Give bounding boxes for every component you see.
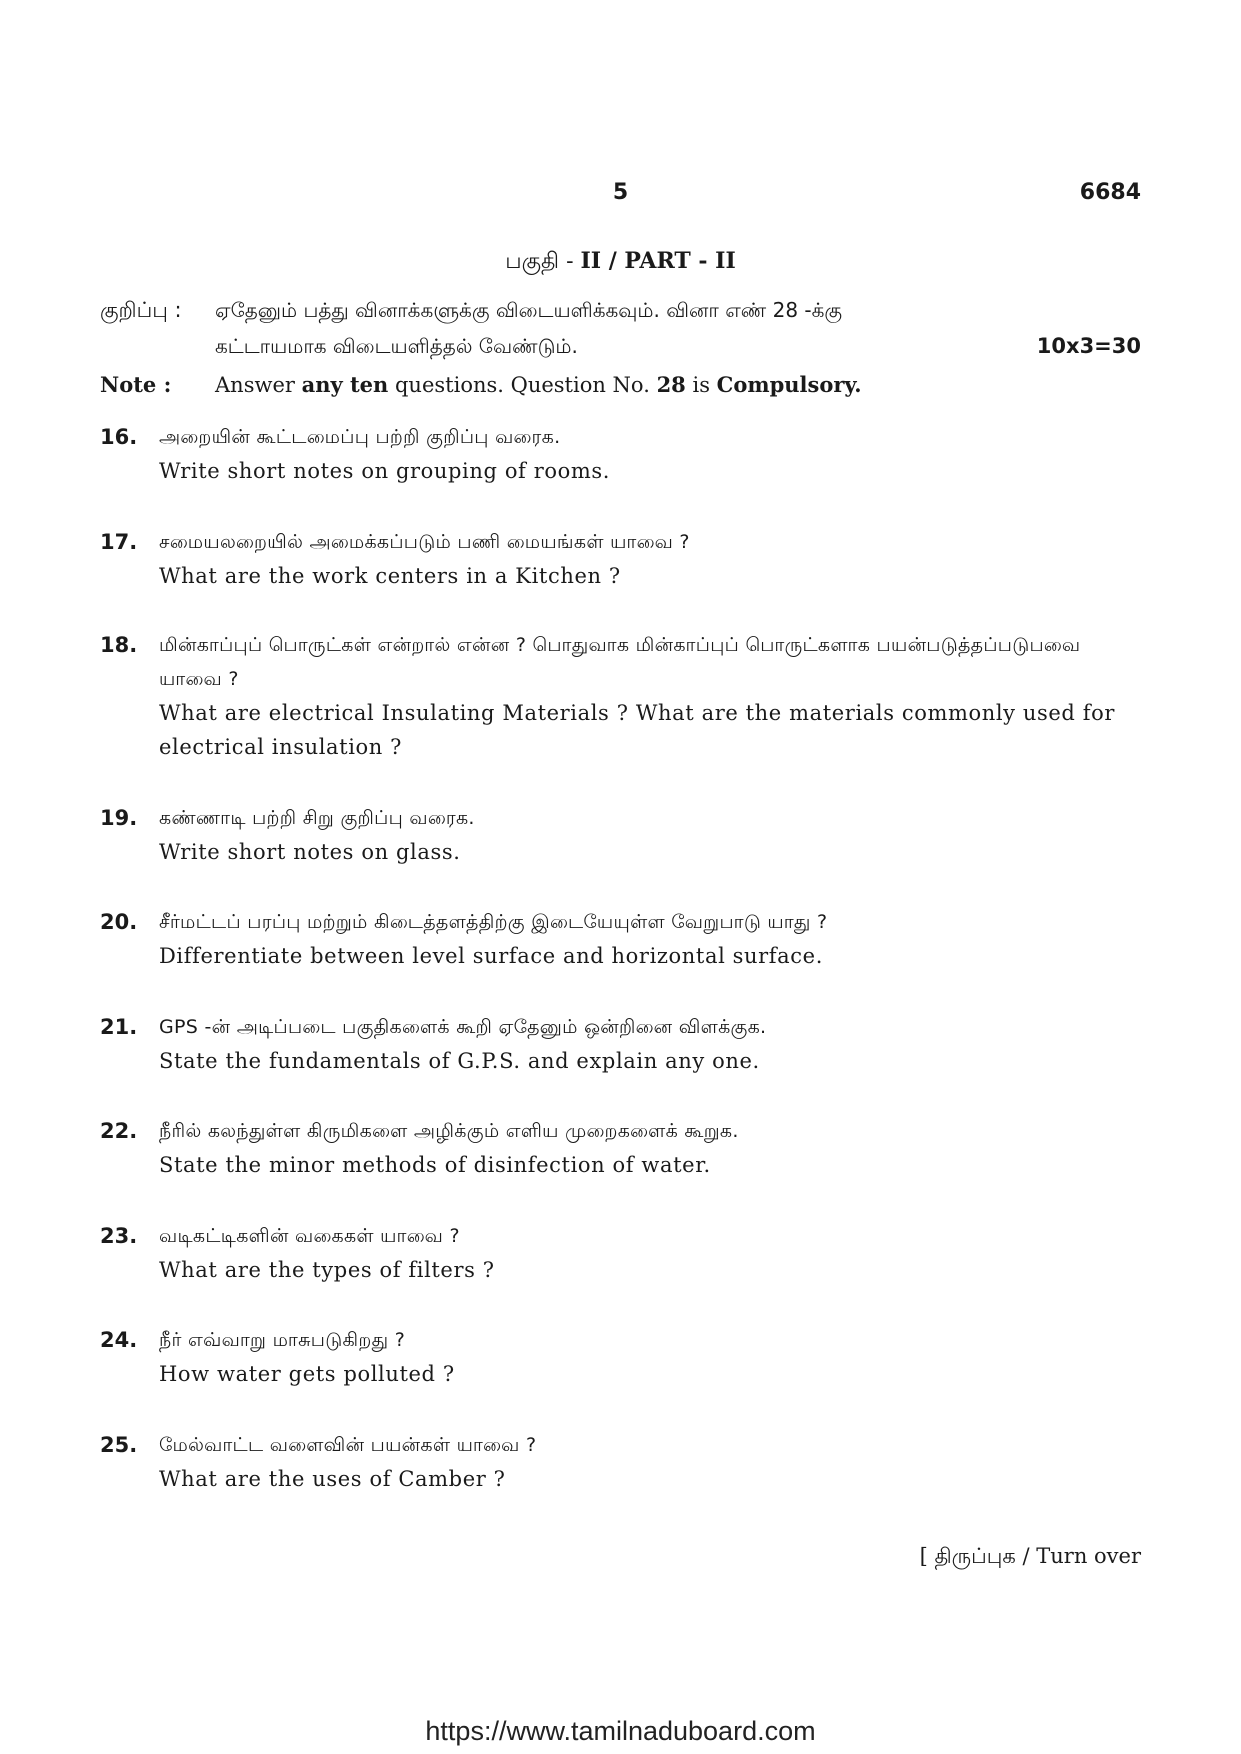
question-number: 23. [100, 1224, 138, 1248]
question-english: Write short notes on glass. [159, 840, 461, 864]
question-number: 17. [100, 530, 138, 554]
part-title-tamil: பகுதி [505, 249, 560, 274]
question-22 [100, 1114, 1141, 1182]
question-tamil: வடிகட்டிகளின் வகைகள் யாவை ? [159, 1225, 460, 1247]
note-mid2: is [685, 373, 717, 397]
note-mid: questions. Question No. [388, 373, 657, 397]
part-title-text: II / PART - II [580, 248, 736, 274]
paper-code: 6684 [1079, 180, 1141, 205]
page-number: 5 [612, 180, 629, 205]
question-number: 21. [100, 1015, 138, 1039]
question-number: 20. [100, 910, 138, 934]
question-english: Write short notes on grouping of rooms. [159, 459, 610, 483]
part-title [0, 248, 1241, 277]
part-title-sep: - [559, 249, 581, 274]
question-english: What are the work centers in a Kitchen ? [159, 564, 621, 588]
question-english: How water gets polluted ? [159, 1362, 455, 1386]
note-label: Note : [100, 372, 172, 397]
question-tamil: GPS -ன் அடிப்படை பகுதிகளைக் கூறி ஏதேனும் ஒன்றினை விளக்குக. [159, 1016, 767, 1038]
question-english: State the minor methods of disinfection of water. [159, 1153, 711, 1177]
question-tamil: கண்ணாடி பற்றி சிறு குறிப்பு வரைக. [159, 807, 475, 829]
note-text [215, 372, 1141, 397]
question-number: 25. [100, 1433, 138, 1457]
question-number: 18. [100, 633, 138, 657]
question-english: Differentiate between level surface and horizontal surface. [159, 944, 823, 968]
question-23 [100, 1219, 1141, 1287]
question-english: What are electrical Insulating Materials ? What are the materials commonly used for electrical insulation ? [159, 701, 1115, 759]
question-20 [100, 905, 1141, 973]
question-tamil: நீரில் கலந்துள்ள கிருமிகளை அழிக்கும் எளிய முறைகளைக் கூறுக. [159, 1120, 739, 1142]
question-number: 22. [100, 1119, 138, 1143]
english-note [100, 372, 1141, 406]
question-24 [100, 1323, 1141, 1391]
question-tamil: சீர்மட்டப் பரப்பு மற்றும் கிடைத்தளத்திற்கு இடையேயுள்ள வேறுபாடு யாது ? [159, 911, 828, 933]
question-16 [100, 420, 1141, 488]
question-number: 24. [100, 1328, 138, 1352]
question-tamil: நீர் எவ்வாறு மாசுபடுகிறது ? [159, 1329, 406, 1351]
tamil-instruction-line2: கட்டாயமாக விடையளித்தல் வேண்டும். [215, 334, 578, 358]
question-17 [100, 525, 1141, 593]
question-21 [100, 1010, 1141, 1078]
tamil-instruction [100, 298, 1141, 368]
marks-allocation: 10x3=30 [1036, 334, 1141, 358]
tamil-instruction-label: குறிப்பு : [100, 298, 182, 322]
question-number: 16. [100, 425, 138, 449]
question-english: What are the uses of Camber ? [159, 1467, 506, 1491]
footer-url[interactable]: https://www.tamilnaduboard.com [425, 1716, 816, 1746]
note-question-number: 28 [656, 372, 686, 397]
question-tamil: மின்காப்புப் பொருட்கள் என்றால் என்ன ? பொதுவாக மின்காப்புப் பொருட்களாக பயன்படுத்தப்படுபவை யாவை ? [159, 634, 1081, 690]
question-english: What are the types of filters ? [159, 1258, 495, 1282]
question-18 [100, 628, 1141, 764]
note-any-ten: any ten [301, 372, 389, 397]
question-tamil: மேல்வாட்ட வளைவின் பயன்கள் யாவை ? [159, 1434, 537, 1456]
note-compulsory: Compulsory. [716, 372, 862, 397]
turn-over-note: [ திருப்புக / Turn over [919, 1544, 1141, 1568]
question-tamil: அறையின் கூட்டமைப்பு பற்றி குறிப்பு வரைக. [159, 426, 561, 448]
question-tamil: சமையலறையில் அமைக்கப்படும் பணி மையங்கள் யாவை ? [159, 531, 690, 553]
tamil-instruction-line1: ஏதேனும் பத்து வினாக்களுக்கு விடையளிக்கவும். வினா எண் 28 -க்கு [215, 298, 843, 322]
question-25 [100, 1428, 1141, 1496]
question-number: 19. [100, 806, 138, 830]
question-19 [100, 801, 1141, 869]
note-pre: Answer [215, 373, 302, 397]
question-english: State the fundamentals of G.P.S. and explain any one. [159, 1049, 760, 1073]
